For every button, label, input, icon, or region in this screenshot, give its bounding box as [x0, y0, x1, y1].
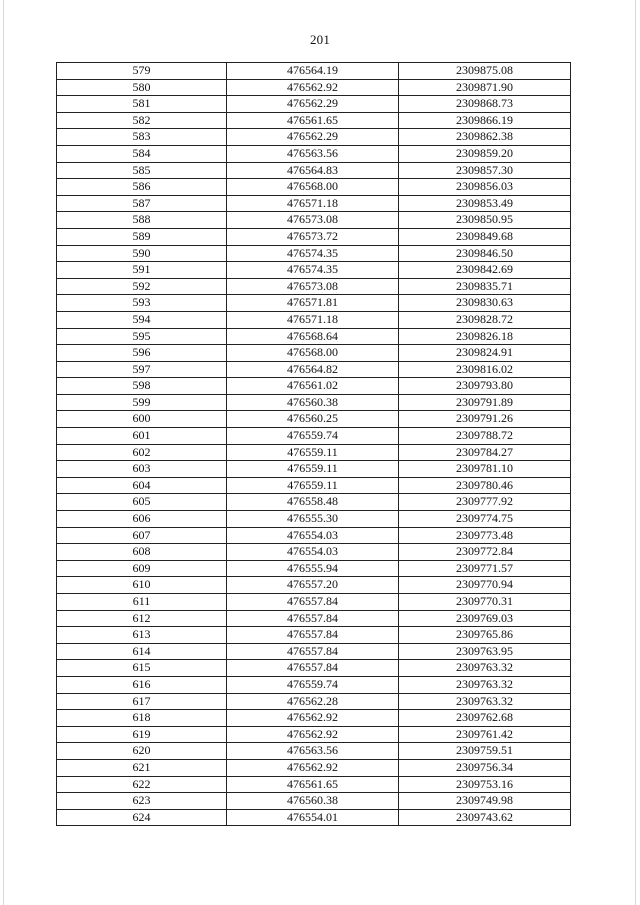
x-coordinate-cell: 476571.18	[227, 311, 399, 328]
y-coordinate-cell: 2309849.68	[399, 228, 571, 245]
y-coordinate-cell: 2309772.84	[399, 544, 571, 561]
table-row	[57, 162, 571, 179]
table-row	[57, 511, 571, 528]
y-coordinate-cell: 2309846.50	[399, 245, 571, 262]
table-row	[57, 195, 571, 212]
y-coordinate-cell: 2309763.32	[399, 660, 571, 677]
x-coordinate-cell: 476559.11	[227, 477, 399, 494]
x-coordinate-cell: 476562.92	[227, 79, 399, 96]
table-row	[57, 129, 571, 146]
x-coordinate-cell: 476559.74	[227, 676, 399, 693]
y-coordinate-cell: 2309777.92	[399, 494, 571, 511]
point-id-cell: 592	[57, 278, 227, 295]
x-coordinate-cell: 476557.84	[227, 594, 399, 611]
point-id-cell: 605	[57, 494, 227, 511]
y-coordinate-cell: 2309761.42	[399, 726, 571, 743]
point-id-cell: 601	[57, 428, 227, 445]
point-id-cell: 580	[57, 79, 227, 96]
point-id-cell: 622	[57, 776, 227, 793]
x-coordinate-cell: 476562.29	[227, 129, 399, 146]
x-coordinate-cell: 476557.84	[227, 643, 399, 660]
point-id-cell: 620	[57, 743, 227, 760]
table-row	[57, 295, 571, 312]
point-id-cell: 624	[57, 809, 227, 826]
point-id-cell: 591	[57, 262, 227, 279]
table-row	[57, 378, 571, 395]
x-coordinate-cell: 476560.38	[227, 394, 399, 411]
table-row	[57, 361, 571, 378]
coordinate-table-body	[57, 63, 571, 826]
x-coordinate-cell: 476568.00	[227, 179, 399, 196]
y-coordinate-cell: 2309859.20	[399, 145, 571, 162]
x-coordinate-cell: 476561.02	[227, 378, 399, 395]
y-coordinate-cell: 2309784.27	[399, 444, 571, 461]
point-id-cell: 587	[57, 195, 227, 212]
x-coordinate-cell: 476554.01	[227, 809, 399, 826]
point-id-cell: 595	[57, 328, 227, 345]
point-id-cell: 604	[57, 477, 227, 494]
point-id-cell: 603	[57, 461, 227, 478]
point-id-cell: 610	[57, 577, 227, 594]
scan-edge-right	[635, 0, 636, 905]
x-coordinate-cell: 476562.92	[227, 759, 399, 776]
x-coordinate-cell: 476563.56	[227, 743, 399, 760]
point-id-cell: 583	[57, 129, 227, 146]
point-id-cell: 607	[57, 527, 227, 544]
point-id-cell: 613	[57, 627, 227, 644]
table-row	[57, 610, 571, 627]
x-coordinate-cell: 476559.11	[227, 461, 399, 478]
x-coordinate-cell: 476559.11	[227, 444, 399, 461]
x-coordinate-cell: 476557.84	[227, 627, 399, 644]
table-row	[57, 726, 571, 743]
point-id-cell: 594	[57, 311, 227, 328]
point-id-cell: 611	[57, 594, 227, 611]
x-coordinate-cell: 476555.94	[227, 560, 399, 577]
y-coordinate-cell: 2309749.98	[399, 793, 571, 810]
table-row	[57, 710, 571, 727]
y-coordinate-cell: 2309791.89	[399, 394, 571, 411]
x-coordinate-cell: 476558.48	[227, 494, 399, 511]
x-coordinate-cell: 476564.19	[227, 63, 399, 80]
scan-edge-left	[3, 0, 4, 905]
point-id-cell: 612	[57, 610, 227, 627]
y-coordinate-cell: 2309871.90	[399, 79, 571, 96]
point-id-cell: 579	[57, 63, 227, 80]
y-coordinate-cell: 2309765.86	[399, 627, 571, 644]
point-id-cell: 608	[57, 544, 227, 561]
point-id-cell: 585	[57, 162, 227, 179]
x-coordinate-cell: 476568.64	[227, 328, 399, 345]
table-row	[57, 643, 571, 660]
y-coordinate-cell: 2309780.46	[399, 477, 571, 494]
x-coordinate-cell: 476555.30	[227, 511, 399, 528]
point-id-cell: 623	[57, 793, 227, 810]
y-coordinate-cell: 2309793.80	[399, 378, 571, 395]
x-coordinate-cell: 476562.29	[227, 96, 399, 113]
y-coordinate-cell: 2309857.30	[399, 162, 571, 179]
table-row	[57, 179, 571, 196]
table-row	[57, 477, 571, 494]
table-row	[57, 759, 571, 776]
x-coordinate-cell: 476554.03	[227, 544, 399, 561]
point-id-cell: 593	[57, 295, 227, 312]
x-coordinate-cell: 476559.74	[227, 428, 399, 445]
x-coordinate-cell: 476560.38	[227, 793, 399, 810]
y-coordinate-cell: 2309828.72	[399, 311, 571, 328]
y-coordinate-cell: 2309842.69	[399, 262, 571, 279]
y-coordinate-cell: 2309769.03	[399, 610, 571, 627]
y-coordinate-cell: 2309816.02	[399, 361, 571, 378]
y-coordinate-cell: 2309770.94	[399, 577, 571, 594]
y-coordinate-cell: 2309853.49	[399, 195, 571, 212]
x-coordinate-cell: 476564.82	[227, 361, 399, 378]
y-coordinate-cell: 2309850.95	[399, 212, 571, 229]
point-id-cell: 584	[57, 145, 227, 162]
table-row	[57, 228, 571, 245]
point-id-cell: 606	[57, 511, 227, 528]
x-coordinate-cell: 476557.84	[227, 660, 399, 677]
y-coordinate-cell: 2309753.16	[399, 776, 571, 793]
y-coordinate-cell: 2309763.32	[399, 693, 571, 710]
table-row	[57, 494, 571, 511]
table-row	[57, 660, 571, 677]
point-id-cell: 590	[57, 245, 227, 262]
y-coordinate-cell: 2309835.71	[399, 278, 571, 295]
x-coordinate-cell: 476573.08	[227, 212, 399, 229]
point-id-cell: 619	[57, 726, 227, 743]
point-id-cell: 597	[57, 361, 227, 378]
table-row	[57, 311, 571, 328]
point-id-cell: 617	[57, 693, 227, 710]
x-coordinate-cell: 476562.92	[227, 710, 399, 727]
x-coordinate-cell: 476560.25	[227, 411, 399, 428]
table-row	[57, 544, 571, 561]
y-coordinate-cell: 2309856.03	[399, 179, 571, 196]
y-coordinate-cell: 2309830.63	[399, 295, 571, 312]
table-row	[57, 444, 571, 461]
table-row	[57, 776, 571, 793]
table-row	[57, 145, 571, 162]
x-coordinate-cell: 476557.84	[227, 610, 399, 627]
table-row	[57, 112, 571, 129]
x-coordinate-cell: 476562.92	[227, 726, 399, 743]
y-coordinate-cell: 2309763.95	[399, 643, 571, 660]
point-id-cell: 616	[57, 676, 227, 693]
y-coordinate-cell: 2309773.48	[399, 527, 571, 544]
table-row	[57, 594, 571, 611]
table-row	[57, 428, 571, 445]
x-coordinate-cell: 476561.65	[227, 112, 399, 129]
table-row	[57, 328, 571, 345]
x-coordinate-cell: 476571.18	[227, 195, 399, 212]
x-coordinate-cell: 476571.81	[227, 295, 399, 312]
y-coordinate-cell: 2309770.31	[399, 594, 571, 611]
y-coordinate-cell: 2309791.26	[399, 411, 571, 428]
y-coordinate-cell: 2309868.73	[399, 96, 571, 113]
y-coordinate-cell: 2309875.08	[399, 63, 571, 80]
point-id-cell: 618	[57, 710, 227, 727]
point-id-cell: 586	[57, 179, 227, 196]
x-coordinate-cell: 476574.35	[227, 245, 399, 262]
y-coordinate-cell: 2309788.72	[399, 428, 571, 445]
x-coordinate-cell: 476557.20	[227, 577, 399, 594]
table-row	[57, 809, 571, 826]
y-coordinate-cell: 2309774.75	[399, 511, 571, 528]
y-coordinate-cell: 2309781.10	[399, 461, 571, 478]
table-row	[57, 411, 571, 428]
y-coordinate-cell: 2309862.38	[399, 129, 571, 146]
table-row	[57, 743, 571, 760]
table-row	[57, 79, 571, 96]
y-coordinate-cell: 2309826.18	[399, 328, 571, 345]
table-row	[57, 676, 571, 693]
table-row	[57, 394, 571, 411]
x-coordinate-cell: 476568.00	[227, 345, 399, 362]
y-coordinate-cell: 2309824.91	[399, 345, 571, 362]
table-row	[57, 693, 571, 710]
page-number: 201	[309, 32, 331, 47]
table-row	[57, 278, 571, 295]
point-id-cell: 599	[57, 394, 227, 411]
y-coordinate-cell: 2309743.62	[399, 809, 571, 826]
point-id-cell: 581	[57, 96, 227, 113]
y-coordinate-cell: 2309762.68	[399, 710, 571, 727]
point-id-cell: 589	[57, 228, 227, 245]
x-coordinate-cell: 476573.08	[227, 278, 399, 295]
x-coordinate-cell: 476563.56	[227, 145, 399, 162]
table-row	[57, 560, 571, 577]
x-coordinate-cell: 476561.65	[227, 776, 399, 793]
point-id-cell: 598	[57, 378, 227, 395]
point-id-cell: 609	[57, 560, 227, 577]
point-id-cell: 621	[57, 759, 227, 776]
point-id-cell: 596	[57, 345, 227, 362]
y-coordinate-cell: 2309756.34	[399, 759, 571, 776]
table-row	[57, 461, 571, 478]
y-coordinate-cell: 2309771.57	[399, 560, 571, 577]
x-coordinate-cell: 476562.28	[227, 693, 399, 710]
table-row	[57, 262, 571, 279]
x-coordinate-cell: 476573.72	[227, 228, 399, 245]
y-coordinate-cell: 2309763.32	[399, 676, 571, 693]
coordinate-table	[56, 62, 571, 826]
point-id-cell: 615	[57, 660, 227, 677]
table-row	[57, 527, 571, 544]
table-row	[57, 627, 571, 644]
x-coordinate-cell: 476564.83	[227, 162, 399, 179]
y-coordinate-cell: 2309866.19	[399, 112, 571, 129]
table-row	[57, 63, 571, 80]
table-row	[57, 96, 571, 113]
point-id-cell: 602	[57, 444, 227, 461]
point-id-cell: 582	[57, 112, 227, 129]
table-row	[57, 793, 571, 810]
table-row	[57, 212, 571, 229]
y-coordinate-cell: 2309759.51	[399, 743, 571, 760]
x-coordinate-cell: 476554.03	[227, 527, 399, 544]
point-id-cell: 614	[57, 643, 227, 660]
table-row	[57, 577, 571, 594]
table-row	[57, 345, 571, 362]
point-id-cell: 588	[57, 212, 227, 229]
point-id-cell: 600	[57, 411, 227, 428]
table-row	[57, 245, 571, 262]
x-coordinate-cell: 476574.35	[227, 262, 399, 279]
